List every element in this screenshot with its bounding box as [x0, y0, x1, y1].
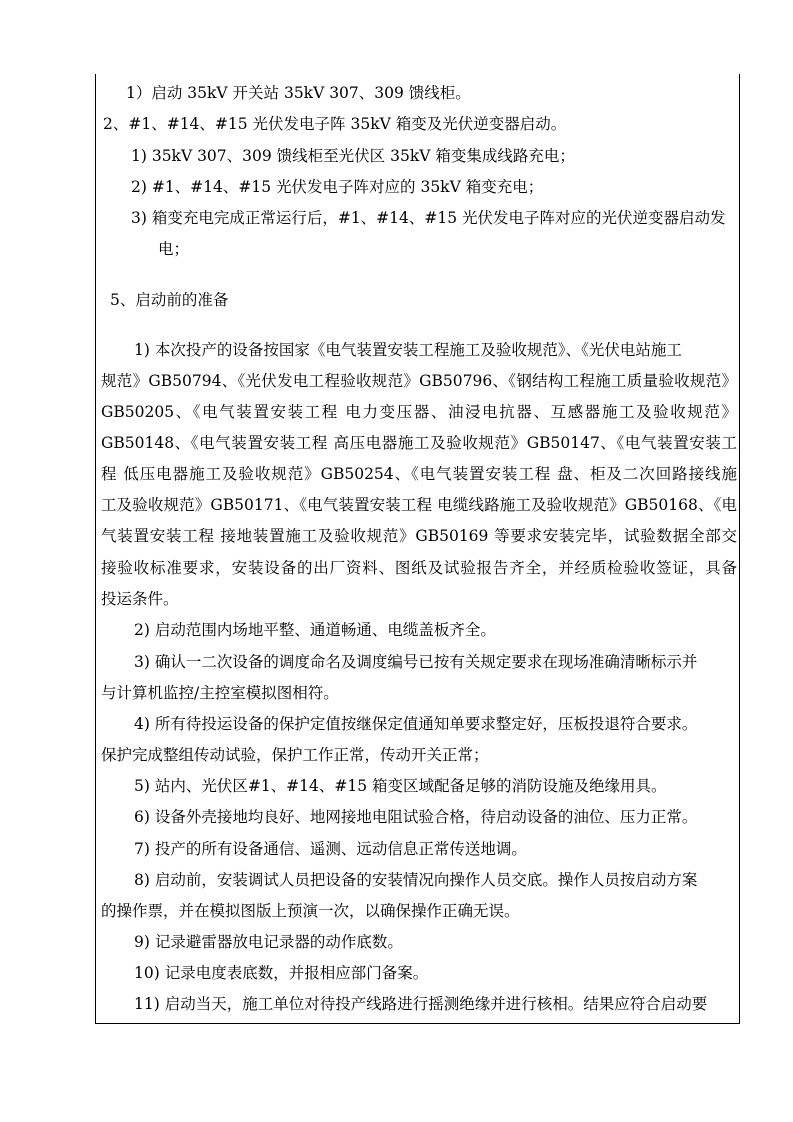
item-10-line: 10) 记录电度表底数，并报相应部门备案。 [134, 964, 429, 982]
step-2-heading: 2、#1、#14、#15 光伏发电子阵 35kV 箱变及光伏逆变器启动。 [103, 115, 567, 133]
item-5-line: 5) 站内、光伏区#1、#14、#15 箱变区域配备足够的消防设施及绝缘用具。 [134, 777, 667, 795]
item-2-line: 2) 启动范围内场地平整、通道畅通、电缆盖板齐全。 [134, 621, 496, 639]
item-8-line-2: 的操作票，并在模拟图版上预演一次，以确保操作正确无误。 [101, 902, 520, 920]
item-1-line-2: 规范》GB50794、《光伏发电工程验收规范》GB50796、《钢结构工程施工质量验收规范》 [101, 372, 737, 390]
substep-3-cont: 电； [158, 240, 190, 258]
item-9-line: 9) 记录避雷器放电记录器的动作底数。 [134, 933, 403, 951]
item-8-line-1: 8) 启动前，安装调试人员把设备的安装情况向操作人员交底。操作人员按启动方案 [134, 871, 698, 889]
item-1-line-5: 程 低压电器施工及验收规范》GB50254、《电气装置安装工程 盘、柜及二次回路接线施 [101, 465, 737, 483]
item-1-line-7: 气装置安装工程 接地装置施工及验收规范》GB50169 等要求安装完毕，试验数据全部交 [101, 527, 737, 545]
section-5-heading: 5、启动前的准备 [110, 291, 229, 309]
item-1-line-3: GB50205、《电气装置安装工程 电力变压器、油浸电抗器、互感器施工及验收规范》 [101, 403, 737, 421]
item-11-line: 11) 启动当天，施工单位对待投产线路进行摇测绝缘并进行核相。结果应符合启动要 [134, 995, 708, 1013]
item-4-line-1: 4) 所有待投运设备的保护定值按继保定值通知单要求整定好，压板投退符合要求。 [134, 715, 698, 733]
substep-1-line: 1) 35kV 307、309 馈线柜至光伏区 35kV 箱变集成线路充电； [131, 147, 575, 165]
item-1-line-8: 接验收标准要求，安装设备的出厂资料、图纸及试验报告齐全，并经质检验收签证，具备 [101, 559, 737, 577]
step-1-line: 1）启动 35kV 开关站 35kV 307、309 馈线柜。 [126, 84, 471, 102]
substep-3-line: 3) 箱变充电完成正常运行后，#1、#14、#15 光伏发电子阵对应的光伏逆变器启动发 [131, 209, 726, 227]
item-1-line-1: 1) 本次投产的设备按国家《电气装置安装工程施工及验收规范》、《光伏电站施工 [134, 341, 682, 359]
item-4-line-2: 保护完成整组传动试验，保护工作正常，传动开关正常； [101, 746, 489, 764]
item-7-line: 7) 投产的所有设备通信、遥测、远动信息正常传送地调。 [134, 840, 527, 858]
item-3-line-2: 与计算机监控/主控室模拟图相符。 [101, 684, 339, 702]
item-1-line-4: GB50148、《电气装置安装工程 高压电器施工及验收规范》GB50147、《电气装置安装工 [101, 434, 737, 452]
substep-2-line: 2) #1、#14、#15 光伏发电子阵对应的 35kV 箱变充电； [131, 178, 544, 196]
item-3-line-1: 3) 确认一二次设备的调度命名及调度编号已按有关规定要求在现场准确清晰标示并 [134, 653, 698, 671]
item-1-line-9: 投运条件。 [101, 590, 179, 608]
item-6-line: 6) 设备外壳接地均良好、地网接地电阻试验合格，待启动设备的油位、压力正常。 [134, 808, 698, 826]
item-1-line-6: 工及验收规范》GB50171、《电气装置安装工程 电缆线路施工及验收规范》GB50168、《电 [101, 496, 737, 514]
